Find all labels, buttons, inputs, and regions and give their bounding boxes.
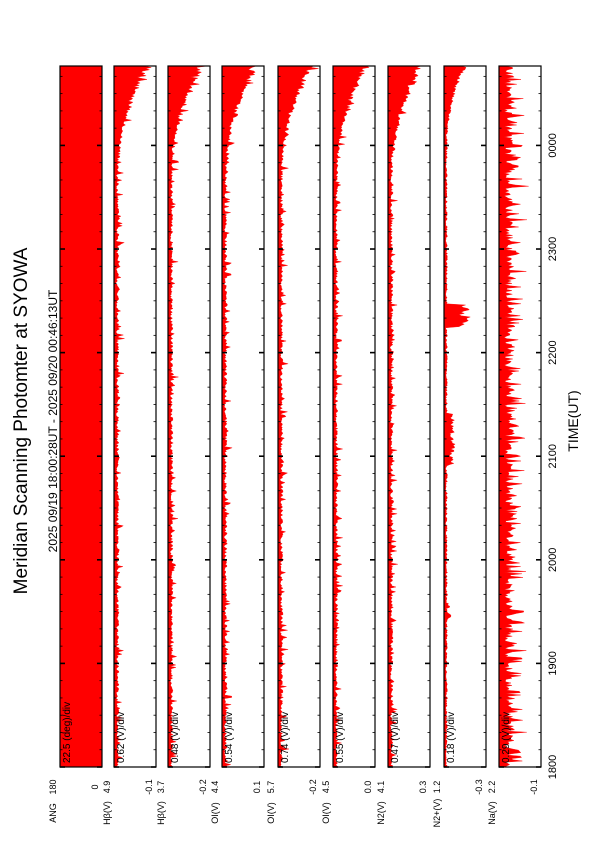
panel-scale-label: 0.18 (V)/div bbox=[446, 711, 457, 763]
x-tick-label: 1800 bbox=[547, 754, 559, 780]
panel-ymin-label: -0.1 bbox=[529, 779, 539, 795]
trace-fill bbox=[333, 66, 369, 767]
panel-name-label: OI(V) bbox=[210, 802, 220, 824]
x-tick-label: 2300 bbox=[547, 236, 559, 262]
trace-fill bbox=[499, 66, 529, 767]
trace-fill bbox=[114, 66, 151, 767]
panel-name-label: OI(V) bbox=[266, 802, 276, 824]
panel-ticks bbox=[388, 76, 430, 767]
panel-ymax-label: 1.2 bbox=[432, 780, 442, 794]
panel-ymax-label: 4.5 bbox=[321, 780, 331, 794]
panels-group bbox=[48, 66, 541, 827]
panel-frame bbox=[222, 66, 264, 767]
panel-name-label: OI(V) bbox=[321, 802, 331, 824]
panel-5 bbox=[266, 66, 320, 824]
x-tick-label: 1900 bbox=[547, 651, 559, 676]
panel-name-label: ANG bbox=[48, 803, 58, 823]
panel-ymin-label: 0.1 bbox=[252, 780, 262, 794]
panel-ymax-label: 4.9 bbox=[102, 780, 112, 794]
panel-name-label: Na(V) bbox=[487, 801, 497, 825]
trace-fill bbox=[60, 66, 102, 767]
panel-ticks bbox=[333, 76, 375, 767]
x-tick-label: 0000 bbox=[547, 133, 559, 158]
panel-name-label: N2+(V) bbox=[432, 798, 442, 828]
panel-7 bbox=[376, 66, 430, 825]
panel-scale-label: 0.47 (V)/div bbox=[390, 711, 401, 763]
panel-ymin-label: -0.3 bbox=[474, 779, 484, 795]
panel-name-label: Hβ(V) bbox=[156, 801, 166, 825]
panel-ymax-label: 5.7 bbox=[266, 780, 276, 794]
panel-9 bbox=[487, 66, 541, 825]
panel-scale-label: 0.55 (V)/div bbox=[335, 711, 346, 763]
panel-8 bbox=[432, 66, 486, 827]
panel-ymin-label: 0.0 bbox=[363, 780, 373, 794]
panel-scale-label: 22.5 (deg)/div bbox=[62, 701, 73, 763]
panel-scale-label: 0.62 (V)/div bbox=[116, 711, 127, 763]
panel-ymax-label: 3.7 bbox=[156, 780, 166, 794]
panel-4 bbox=[210, 66, 264, 824]
trace-fill bbox=[168, 66, 206, 767]
panel-ymin-label: 0.3 bbox=[418, 780, 428, 794]
panel-name-label: N2(V) bbox=[376, 801, 386, 825]
x-tick-labels bbox=[547, 133, 559, 779]
panel-ymin-label: -0.2 bbox=[308, 779, 318, 795]
panel-ymin-label: -0.1 bbox=[144, 779, 154, 795]
x-tick-label: 2100 bbox=[547, 443, 559, 469]
x-tick-label: 2200 bbox=[547, 340, 559, 365]
trace-fill bbox=[278, 66, 319, 767]
trace-fill bbox=[388, 66, 421, 767]
panel-scale-label: 0.48 (V)/div bbox=[170, 711, 181, 763]
panel-scale-label: 0.74 (V)/div bbox=[280, 711, 291, 763]
panel-ymax-label: 4.1 bbox=[376, 780, 386, 794]
panel-frame bbox=[388, 66, 430, 767]
panel-ymin-label: -0.2 bbox=[198, 779, 208, 795]
panel-scale-label: 0.29 (V)/div bbox=[501, 711, 512, 763]
x-axis-label: TIME(UT) bbox=[565, 390, 581, 452]
panel-ymin-label: 0 bbox=[90, 784, 100, 790]
trace-fill bbox=[222, 66, 256, 767]
panel-name-label: Hβ(V) bbox=[102, 801, 112, 825]
panel-scale-label: 0.54 (V)/div bbox=[224, 711, 235, 763]
panel-ymax-label: 2.2 bbox=[487, 780, 497, 794]
time-range: 2025 09/19 18:00:28UT - 2025 09/20 00:46:13UT bbox=[46, 289, 60, 553]
panel-ticks bbox=[222, 76, 264, 767]
x-tick-label: 2000 bbox=[547, 547, 559, 573]
panel-ymax-label: 180 bbox=[48, 779, 58, 795]
trace-fill bbox=[444, 66, 470, 767]
panel-2 bbox=[102, 66, 156, 825]
figure-title: Meridian Scanning Photomter at SYOWA bbox=[11, 247, 32, 595]
panel-ticks bbox=[168, 76, 210, 767]
panel-frame bbox=[114, 66, 156, 767]
panel-3 bbox=[156, 66, 210, 825]
panel-frame bbox=[333, 66, 375, 767]
panel-frame bbox=[168, 66, 210, 767]
panel-6 bbox=[321, 66, 375, 824]
panel-ymax-label: 4.4 bbox=[210, 780, 220, 794]
